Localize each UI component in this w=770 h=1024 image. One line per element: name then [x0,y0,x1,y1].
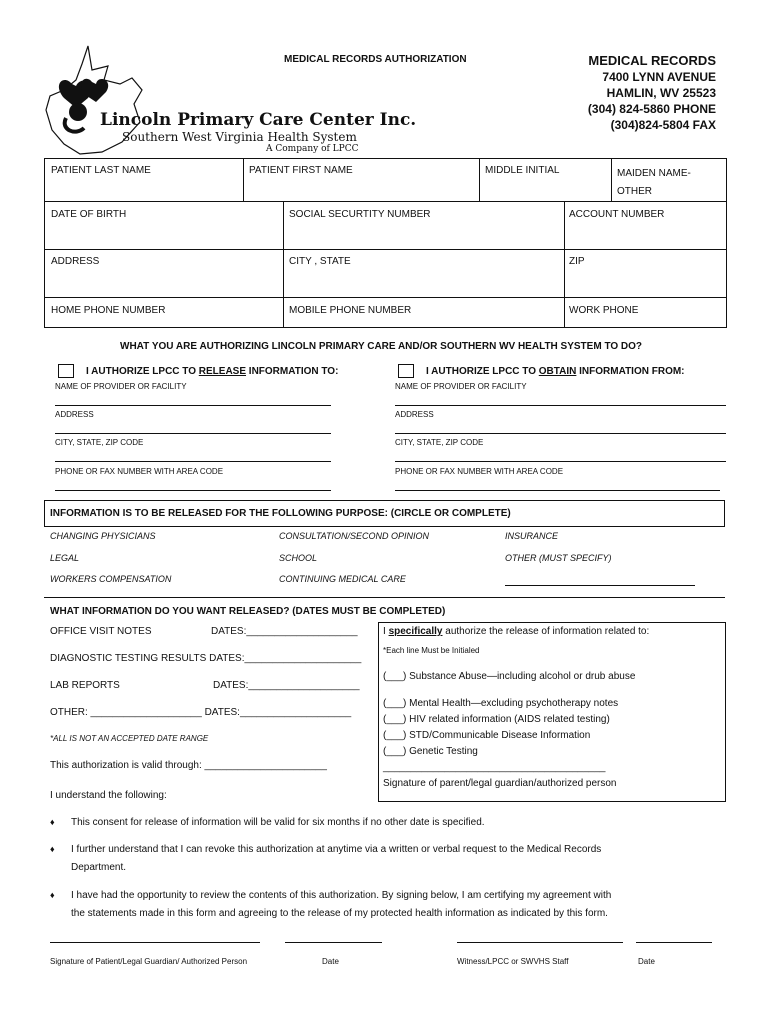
item-std[interactable]: (___) STD/Communicable Disease Information [383,730,591,741]
bullet-review: I have had the opportunity to review the contents of this authorization. By signing below, I am certifying my agreement with [71,890,612,901]
guardian-signature-line[interactable]: ________________________________________ [383,762,606,773]
patient-info-grid [44,158,727,328]
obtain-provider-label: NAME OF PROVIDER OR FACILITY [395,382,527,391]
patient-last-name-field[interactable]: PATIENT LAST NAME [51,165,151,176]
date1-label: Date [322,957,339,966]
records-fax: (304)824-5804 FAX [610,118,716,132]
release-city-label: CITY, STATE, ZIP CODE [55,438,144,447]
account-number-field[interactable]: ACCOUNT NUMBER [569,209,665,220]
address-field[interactable]: ADDRESS [51,256,100,267]
form-title: MEDICAL RECORDS AUTHORIZATION [284,54,467,65]
specific-text-word: specifically [388,626,443,637]
specific-statement [383,626,649,637]
patient-first-name-field[interactable]: PATIENT FIRST NAME [249,165,353,176]
item-genetic[interactable]: (___) Genetic Testing [383,746,478,757]
lab-reports-label: LAB REPORTS [50,680,120,691]
mobile-phone-field[interactable]: MOBILE PHONE NUMBER [289,305,412,316]
release-address-line[interactable] [55,433,331,434]
date-range-note: *ALL IS NOT AN ACCEPTED DATE RANGE [50,734,209,743]
purpose-legal[interactable]: LEGAL [50,553,80,563]
obtain-label-post: INFORMATION FROM: [576,366,685,377]
city-state-field[interactable]: CITY , STATE [289,256,351,267]
middle-initial-field[interactable]: MIDDLE INITIAL [485,165,560,176]
release-label-pre: I AUTHORIZE LPCC TO [86,366,199,377]
maiden-name-field[interactable] [617,165,691,201]
zip-field[interactable]: ZIP [569,256,585,267]
obtain-phone-line[interactable] [395,490,720,491]
item-hiv[interactable]: (___) HIV related information (AIDS related testing) [383,714,610,725]
purpose-other[interactable]: OTHER (MUST SPECIFY) [505,553,612,563]
work-phone-field[interactable]: WORK PHONE [569,305,639,316]
obtain-address-line[interactable] [395,433,726,434]
records-address [560,53,716,133]
org-subtitle: Southern West Virginia Health System [122,130,357,144]
release-checkbox[interactable] [58,364,74,378]
date-of-birth-field[interactable]: DATE OF BIRTH [51,209,127,220]
bullet-icon: ♦ [50,844,55,854]
other-label[interactable]: OTHER: ____________________ DATES:____________________ [50,707,352,718]
release-provider-label: NAME OF PROVIDER OR FACILITY [55,382,187,391]
records-phone: (304) 824-5860 PHONE [587,102,716,116]
office-visit-label: OFFICE VISIT NOTES [50,626,152,637]
witness-signature-line[interactable] [457,942,623,943]
specific-text-pre: I [383,626,389,637]
patient-signature-line[interactable] [50,942,260,943]
bullet-icon: ♦ [50,890,55,900]
records-city: HAMLIN, WV 25523 [606,86,716,100]
purpose-continuing-care[interactable]: CONTINUING MEDICAL CARE [279,574,406,584]
date1-line[interactable] [285,942,382,943]
obtain-city-label: CITY, STATE, ZIP CODE [395,438,484,447]
org-name: Lincoln Primary Care Center Inc. [100,110,417,130]
initial-note: *Each line Must be Initialed [383,646,480,655]
release-label-post: INFORMATION TO: [246,366,339,377]
obtain-label [426,366,685,377]
obtain-city-line[interactable] [395,461,726,462]
witness-label: Witness/LPCC or SWVHS Staff [457,957,569,966]
records-street: 7400 LYNN AVENUE [602,70,716,84]
purpose-consultation[interactable]: CONSULTATION/SECOND OPINION [279,531,430,541]
obtain-label-pre: I AUTHORIZE LPCC TO [426,366,539,377]
obtain-phone-label: PHONE OR FAX NUMBER WITH AREA CODE [395,467,564,476]
authorize-question: WHAT YOU ARE AUTHORIZING LINCOLN PRIMARY CARE AND/OR SOUTHERN WV HEALTH SYSTEM TO DO? [120,341,643,352]
release-label [86,366,338,377]
item-substance-abuse[interactable]: (___) Substance Abuse—including alcohol or drub abuse [383,671,636,682]
purpose-title: INFORMATION IS TO BE RELEASED FOR THE FOLLOWING PURPOSE: (CIRCLE OR COMPLETE) [50,508,511,519]
ssn-field[interactable]: SOCIAL SECURTITY NUMBER [289,209,431,220]
valid-through[interactable]: This authorization is valid through: ______________________ [50,760,327,771]
maiden-other-label: OTHER [617,186,652,197]
specific-text-post: authorize the release of information related to: [442,626,650,637]
bullet-review-cont: the statements made in this form and agreeing to the release of my protected health information as indicated by this form. [71,908,608,919]
purpose-changing-physicians[interactable]: CHANGING PHYSICIANS [50,531,156,541]
bullet-consent: This consent for release of information will be valid for six months if no other date is specified. [71,817,485,828]
obtain-checkbox[interactable] [398,364,414,378]
release-phone-label: PHONE OR FAX NUMBER WITH AREA CODE [55,467,224,476]
purpose-divider [44,597,725,598]
release-phone-line[interactable] [55,490,331,491]
guardian-signature-label: Signature of parent/legal guardian/authorized person [383,778,617,789]
release-provider-line[interactable] [55,405,331,406]
maiden-name-label: MAIDEN NAME- [617,168,691,179]
obtain-provider-line[interactable] [395,405,726,406]
purpose-school[interactable]: SCHOOL [279,553,318,563]
release-address-label: ADDRESS [55,410,94,419]
patient-signature-label: Signature of Patient/Legal Guardian/ Authorized Person [50,957,248,966]
item-mental-health[interactable]: (___) Mental Health—excluding psychotherapy notes [383,698,619,709]
release-city-line[interactable] [55,461,331,462]
diagnostic-label[interactable]: DIAGNOSTIC TESTING RESULTS DATES:_____________________ [50,653,362,664]
understand-label: I understand the following: [50,790,167,801]
purpose-workers-comp[interactable]: WORKERS COMPENSATION [50,574,172,584]
org-company: A Company of LPCC [266,144,359,154]
obtain-address-label: ADDRESS [395,410,434,419]
bullet-revoke: I further understand that I can revoke this authorization at anytime via a written or verbal request to the Medical Records [71,844,602,855]
home-phone-field[interactable]: HOME PHONE NUMBER [51,305,166,316]
purpose-other-line[interactable] [505,585,695,586]
lab-reports-dates[interactable]: DATES:____________________ [213,680,360,691]
bullet-revoke-cont: Department. [71,862,127,873]
bullet-icon: ♦ [50,817,55,827]
release-label-word: RELEASE [198,366,247,377]
purpose-insurance[interactable]: INSURANCE [505,531,559,541]
info-title: WHAT INFORMATION DO YOU WANT RELEASED? (DATES MUST BE COMPLETED) [50,606,446,617]
date2-line[interactable] [636,942,712,943]
obtain-label-word: OBTAIN [538,366,577,377]
office-visit-dates[interactable]: DATES:____________________ [211,626,358,637]
records-title: MEDICAL RECORDS [588,53,716,68]
date2-label: Date [638,957,655,966]
